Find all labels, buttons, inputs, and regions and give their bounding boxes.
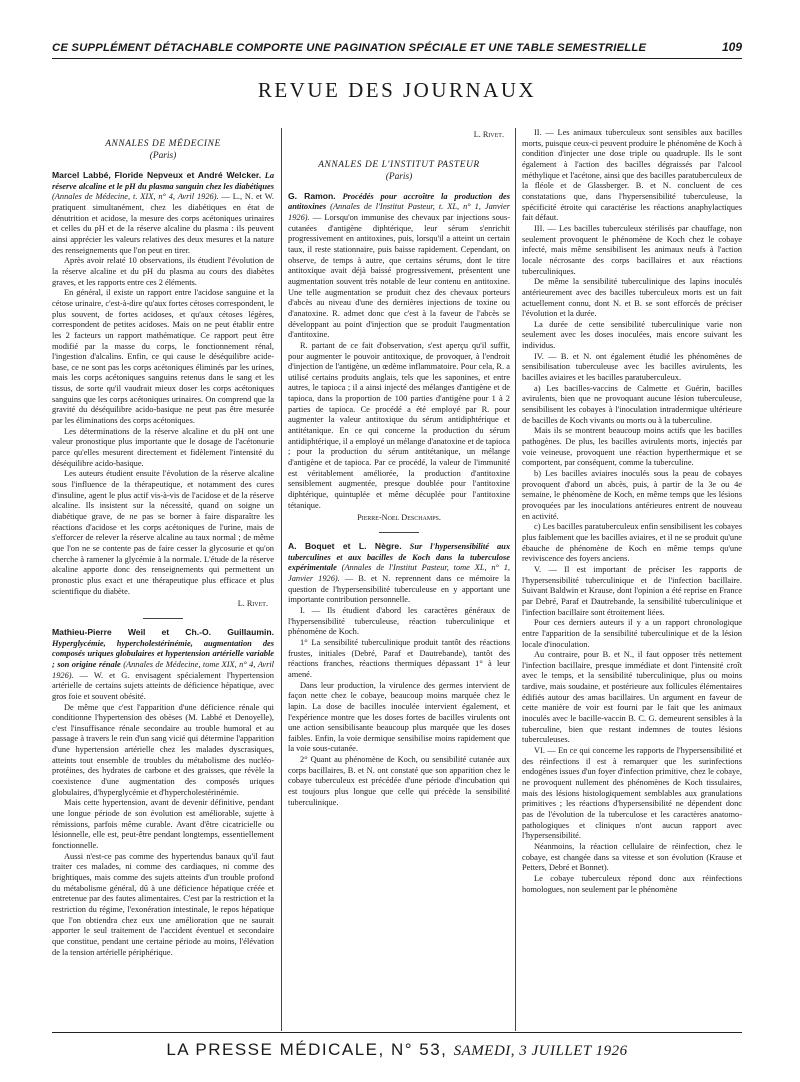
article-authors: G. Ramon. [288,190,336,201]
article-paragraph: 1° La sensibilité tuberculinique produit tantôt des réactions frustes, initiales (Debré, Paraf et Dautrebande), tantôt des réactions franches, réactions thermiques dépassant 1° à leur amené. [288,637,510,679]
page-number: 109 [721,40,742,54]
article-title: Sur l'hypersensibilité aux tuberculines et aux bacilles de Koch dans la tuberculose expérimentale [288,542,510,573]
article-authors: Mathieu-Pierre Weil et Ch.-O. Guillaumin. [52,626,274,637]
column-3 [522,128,742,1028]
article-weil [52,627,274,958]
article-lead [52,627,274,703]
article-lead-text: — L., N. et W. pratiquent simultanément, chez les diabétiques en état de dénutrition et acidose, la mesure des corps acétoniques urinaires et celles du pH et de la réserve alcaline du plasma : ils peuvent ainsi apprécier les valeurs relatives des deux mesures et la nature des renseignements que l'on peut en tirer. [52,192,274,255]
article-paragraph: R. partant de ce fait d'observation, s'est aperçu qu'il suffit, pour augmenter le pouvoir antitoxique, de provoquer, à l'endroit d'injection de l'antigène, un œdème inflammatoire. Pour cela, R. a utilisé certains produits anglais, tels que les saponines, et entre autres, le tapioca ; il a ainsi injecté des mélanges d'antigène et de tapioca, dans la proportion de 100 parties d'antigène pour 1 à 2 parties de tapioca. Ce procédé a été employé par R. pour augmenter la valeur antitoxique du sérum antidiphtérique et antitétanique. En ce qui concerne la production du sérum antidiphtérique, il a employé un mélange d'anatoxine et de tapioca ; pour la production du sérum antitétanique, un mélange d'antigène et de tapioca. Par ce procédé, la valeur de l'immunité est véritablement améliorée, la production d'antitoxine sensiblement augmentée, presque doublée pour l'antitoxine diphtérique, quintuplée et même décuplée pour l'antitoxine tétanique. [288,340,510,510]
article-paragraph: c) Les bacilles paratuberculeux enfin sensibilisent les cobayes plus faiblement que les bacilles aviaires, et il ne se produit qu'une ébauche de phénomène de Koch en même temps qu'une reviviscence des foyers anciens. [522,522,742,564]
article-paragraph: III. — Les bacilles tuberculeux stérilisés par chauffage, non seulement provoquent le phénomène de Koch chez le cobaye infecté, mais même sensibilisent les animaux neufs à l'action locale nécrosante des corps bacillaires et aux réactions tuberculiniques. [522,223,742,276]
article-paragraph: a) Les bacilles-vaccins de Calmette et Guérin, bacilles avirulents, bien que ne provoquant aucune lésion tuberculeuse, sensibilisent les cobayes à l'inoculation intradermique ultérieure de bacilles de Koch vivants ou morts ou à la tuberculine. [522,383,742,425]
footer-rule [52,1032,742,1033]
column-2 [288,128,510,1028]
article-reference: (Annales de Médecine, tome XIX, n° 4, Avril 1926). [52,659,274,680]
article-paragraph: Mais ils se montrent beaucoup moins actifs que les bacilles pathogènes. De plus, les bacilles avirulents morts, injectés par voie veineuse, provoquent une réaction hyperthermique et se comportent, par conséquent, comme la tuberculine. [522,426,742,468]
journal-title: REVUE DES JOURNAUX [257,78,537,102]
article-reference: (Annales de l'Institut Pasteur, t. XL, n° 1, Janvier 1926). [288,202,510,222]
article-paragraph: Aussi n'est-ce pas comme des hypertendus banaux qu'il faut traiter ces malades, ni comme des cardiaques, ni comme des brightiques, mais comme des sujets atteints d'un trouble profond du métabolisme général, dû à une déficience hépatique créée et entretenue par des fautes alimentaires. C'est par la restriction et la restriction du régime, l'exonération intestinale, le repos hépatique que l'on obtiendra chez eux une amélioration que ne saurait apporter le seul traitement de l'accident éventuel et secondaire que constitue, pendant une certaine période au moins, l'élévation de la tension artérielle périphérique. [52,851,274,957]
article-lead [52,170,274,256]
article-paragraph: Pour ces derniers auteurs il y a un rapport chronologique entre l'apparition de la sensibilité tuberculinique et de la lésion locale d'inoculation. [522,618,742,649]
footer-journal: LA PRESSE MÉDICALE, [166,1040,385,1059]
article-paragraph: Après avoir relaté 10 observations, ils étudient l'évolution de la réserve alcaline et du pH du plasma au cours des diabètes graves, et les rapports entre ces 2 éléments. [52,256,274,287]
article-separator [143,618,183,619]
article-authors: A. Boquet et L. Nègre. [288,541,402,551]
article-lead [288,191,510,341]
article-paragraph: 2° Quant au phénomène de Koch, ou sensibilité cutanée aux corps bacillaires, B. et N. ont constaté que son apparition chez le cobaye tuberculeux est précédée d'une période d'incubation qui est toujours plus longue que celle qui précède la sensibilité tuberculinique. [288,755,510,807]
article-paragraph: VI. — En ce qui concerne les rapports de l'hypersensibilité et des réinfections il est à remarquer que les surinfections endogènes issues d'un foyer d'infection primitive, chez le cobaye, ne provoquent nullement des phénomènes de Koch tissulaires, mais des lésions histologiquement semblables aux granulations primitives ; les réactions d'hypersensibilité ne dépendent donc pas de l'évolution de la tuberculose et les caractères anatomo-pathologiques et cliniques n'ont aucun rapport avec l'hypersensibilité. [522,746,742,841]
article-lead-text: — B. et N. reprennent dans ce mémoire la question de l'hypersensibilité tuberculeuse en y apportant une importante contribution personnelle. [288,573,510,605]
article-labbe [52,170,274,610]
column-1 [52,138,274,1038]
article-lead-text: — Lorsqu'on immunise des chevaux par injections sous-cutanées d'antigène diphtérique, leur sérum s'enrichit progressivement en antitoxines, puis, lorsqu'il a atteint un certain taux, il reste stationnaire, puis baisse rapidement. Cependant, on observe, de temps à autre, que certains sérums, dont le titre antitoxique avait déjà baissé progressivement, présentent une augmentation souvent très notable de leur contenu en antitoxine. Une telle augmentation se produit chez des chevaux porteurs d'abcès au niveau d'une des dernières injections de toxine ou d'anatoxine. R. admet donc que c'est à la faveur de l'abcès se développant au point d'injection que se produit l'augmentation d'antitoxine. [288,212,510,340]
article-boquet [288,541,510,808]
article-paragraph: Néanmoins, la réaction cellulaire de réinfection, chez le cobaye, est changée dans sa vitesse et son évolution (Krause et Petters, Debré et Bonnet). [522,841,742,873]
article-reference: (Annales de l'Institut Pasteur, tome XL, n° 1, Janvier 1926). [288,563,510,583]
article-paragraph: Les auteurs étudient ensuite l'évolution de la réserve alcaline sous l'influence de la thérapeutique, et notamment des cures d'insuline, agent le plus actif vis-à-vis de l'acidose et de la réserve alcaline. Ils insistent sur la nécessité, quand on soigne un diabétique grave, de ne pas se borner à faire disparaître les réactions d'acidose et les corps acétoniques de l'urine, mais de s'efforcer de relever la réserve alcaline au taux normal ; de même que l'on ne se contente pas de faire cesser la glycosurie et qu'on cherche à ramener la glycémie à la normale. L'étude de la réserve alcaline apporte donc des renseignements qui permettent un pronostic plus exact et une thérapeutique plus efficace et plus scientifique du diabète. [52,469,274,596]
article-reference: (Annales de Médecine, t. XIX, n° 4, Avril 1926). [52,192,219,202]
article-paragraph: Au contraire, pour B. et N., il faut opposer très nettement l'infection bacillaire, presque immédiate et dont l'intensité croît avec le temps, et la sensibilité tuberculinique, plus ou moins tardive, mais soudaine, et postérieure aux follicules élémentaires édifiés autour des amas bacillaires. Un argument en faveur de cette manière de voir est fourni par le fait que les animaux inoculés avec le bacille-vaccin B. C. G. demeurent sensibles à la tuberculine, bien que restant indemnes de toutes lésions tuberculeuses. [522,650,742,745]
article-ramon [288,191,510,524]
footer-date: SAMEDI, 3 JUILLET 1926 [453,1043,628,1059]
section-title: ANNALES DE MÉDECINE [105,139,221,149]
article-signature: L. Rivet. [473,130,504,139]
article-signature: Pierre-Noel Deschamps. [357,513,441,523]
running-header [52,30,742,54]
article-paragraph: De même que c'est l'apparition d'une déficience rénale qui conditionne l'hypertension des obèses (M. Labbé et Denoyelle), c'est l'insuffisance rénale secondaire au trouble humoral et au passage à travers le rein d'un sang vicié qui détermine l'apparition d'une hypertension artérielle chez les malades dyscrasiques, atteints tout ensemble de troubles du métabolisme des nucléo-protéines, des hydrates de carbone et des graisses, que révèle la coexistence d'une augmentation des composés uriques globulaires, d'hyperglycémie et d'hypercholestérinémie. [52,702,274,797]
article-paragraph: I. — Ils étudient d'abord les caractères généraux de l'hypersensibilité tuberculeuse, réaction tuberculinique et phénomène de Koch. [288,605,510,637]
article-lead-text: — W. et G. envisagent spécialement l'hypertension artérielle de certains sujets atteints de déficience hépatique, avec gros foie et souvent obésité. [52,670,274,701]
section-city: (Paris) [149,151,177,161]
article-separator [379,532,419,533]
article-signature: L. Rivet. [237,599,268,609]
article-paragraph: Le cobaye tuberculeux répond donc aux réinfections homologues, non seulement par le phénomène [522,873,742,894]
section-city: (Paris) [385,171,413,182]
article-paragraph: IV. — B. et N. ont également étudié les phénomènes de sensibilisation tuberculeuse avec les bacilles avirulents, les bacilles aviaires et les bacilles paratuberculeux. [522,351,742,383]
article-paragraph: V. — Il est important de préciser les rapports de l'hypersensibilité tuberculinique et de l'infection bacillaire. Suivant Baldwin et Krause, dont l'opinion a été reprise en France par Debré, Paraf et Dautrebande, la sensibilité tuberculinique et l'infection bacillaire sont étroitement liées. [522,564,742,617]
article-paragraph: De même la sensibilité tuberculinique des lapins inoculés antérieurement avec des bacilles tuberculeux morts est un fait actuellement connu, dont N. et B. se sont efforcés de préciser l'évolution et la durée. [522,277,742,319]
header-rule [52,58,742,59]
article-paragraph: En général, il existe un rapport entre l'acidose sanguine et la cétose urinaire, c'est-à-dire qu'aux fortes cétoses correspondent, le plus souvent, de fortes acidoses, et qu'aux cétoses légères, correspondent de petites acidoses. Mais on ne peut établir entre les 2 facteurs un rapport mathématique. Ce rapport peut être modifié par la masse du corps, le fonctionnement rénal, l'ingestion d'alcalins. Enfin, ce qui cause le déséquilibre acide-base, ce ne sont pas les corps acétoniques éliminés par les urines, mais les corps acétoniques sanguins retenus dans le sang et les tissus, de sorte qu'il vaudrait mieux doser les corps acétoniques sanguins que les corps acétoniques urinaires. On comprend que la gravité du déséquilibre acido-basique ne peut pas être mesurée par les éliminations des corps acétoniques. [52,288,274,426]
page-footer [52,1040,742,1060]
article-title: La réserve alcaline et le pH du plasma sanguin chez les diabétiques [52,171,274,191]
footer-number: N° 53, [390,1040,448,1059]
article-paragraph: b) Les bacilles aviaires inoculés sous la peau de cobayes provoquent d'abord un abcès, puis, à partir de la 3e ou 4e semaine, le phénomène de Koch, en même temps que les lésions provoquées par les inoculations antérieures entrent de nouveau en activité. [522,469,742,521]
article-paragraph: II. — Les animaux tuberculeux sont sensibles aux bacilles morts, puisque ceux-ci peuvent produire le phénomène de Koch à condition d'injecter une dose triple ou quadruple. Ils le sont également à l'action des bacilles dégraissés par l'alcool méthylique et l'acétone, ainsi que des bacilles paratuberculeux de la fléole et de Glassberger. B. et N. concluent de ces constatations que, dans l'hypersensibilité tuberculeuse, la spécificité étroite qui caractérise les réactions anaphylactiques fait défaut. [522,128,742,223]
running-header-text: CE SUPPLÉMENT DÉTACHABLE COMPORTE UNE PAGINATION SPÉCIALE ET UNE TABLE SEMESTRIELLE [52,42,647,54]
column-rule [515,128,516,1031]
column-rule [281,128,282,1031]
article-authors: Marcel Labbé, Floride Nepveux et André Welcker. [52,170,262,180]
article-title: Hyperglycémie, hypercholestérinémie, augmentation des composés uriques globulaires et hypertension artérielle variable ; son origine rénale [52,638,274,669]
article-title: Procédés pour accroître la production des antitoxines [288,191,510,212]
article-paragraph: La durée de cette sensibilité tuberculinique varie non seulement avec les doses inoculées, mais encore suivant les individus. [522,319,742,351]
article-lead [288,541,510,606]
section-title: ANNALES DE L'INSTITUT PASTEUR [318,159,480,170]
article-paragraph: Les déterminations de la réserve alcaline et du pH ont une valeur pronostique plus importante que le dosage de l'acétonurie parce qu'elles mesurent directement et fidèlement l'intensité du déséquilibre acido-basique. [52,426,274,468]
article-paragraph: Mais cette hypertension, avant de devenir définitive, pendant une longue période de son évolution est améliorable, sujette à rémissions, parfois même curable. Avant d'être cicatricielle ou lésionnelle, elle est, peut-être pendant longtemps, essentiellement fonctionnelle. [52,798,274,851]
article-paragraph: Dans leur production, la virulence des germes intervient de façon nette chez le cobaye, beaucoup moins marquée chez le lapin. La dose de bacilles inoculée intervient également, et l'expérience montre que les doses fortes de bacilles virulents ont une action sensibilisante beaucoup plus marquée que les doses faibles. Enfin, la voie dermique sensibilise moins rapidement que la voie sous-cutanée. [288,680,510,754]
